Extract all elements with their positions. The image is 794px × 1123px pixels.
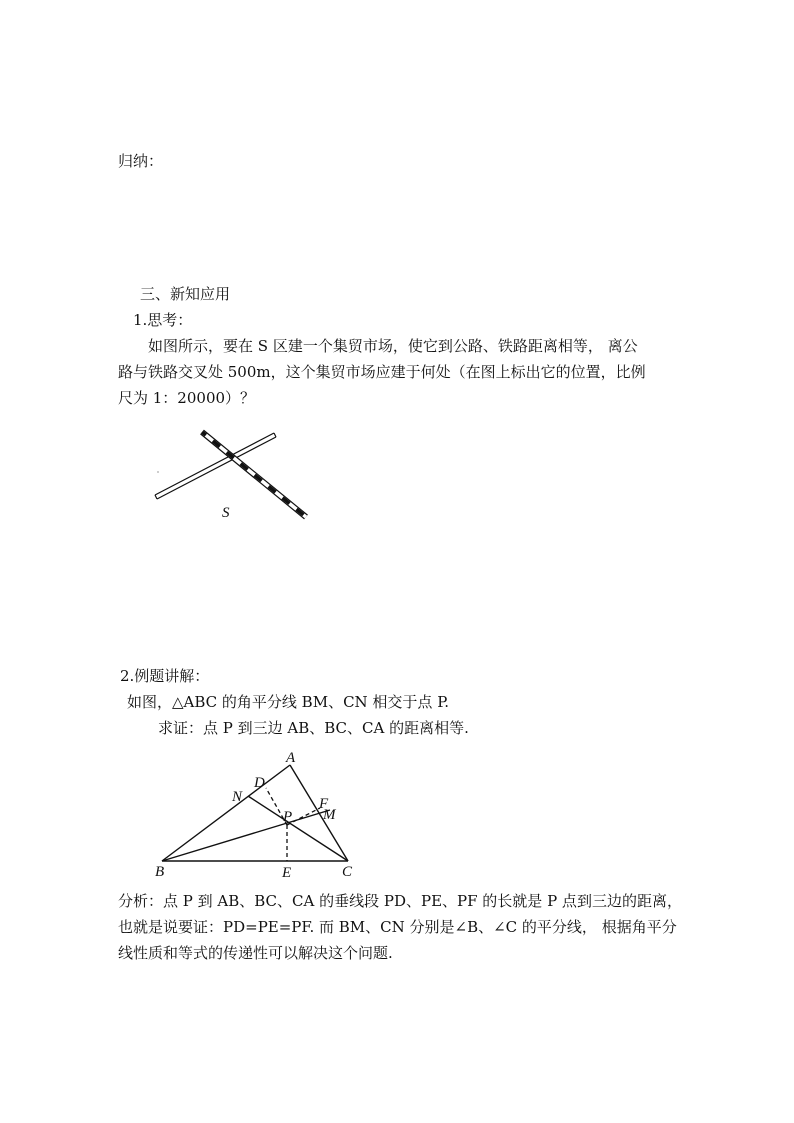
example-heading: 2.例题讲解： — [120, 667, 210, 685]
summary-label: 归纳： — [118, 152, 164, 170]
example-prove: 求证：点 P 到三边 AB、BC、CA 的距离相等. — [158, 719, 469, 737]
think-line-3: 尺为 1：20000）？ — [118, 389, 256, 407]
label-e: E — [282, 865, 292, 880]
label-d: D — [254, 775, 265, 791]
analysis-line-2: 也就是说要证：PD=PE=PF. 而 BM、CN 分别是∠B、∠C 的平分线， 根据角平分 — [118, 918, 677, 936]
triangle-abc-diagram — [150, 748, 370, 880]
think-line-1: 如图所示，要在 S 区建一个集贸市场，使它到公路、铁路距离相等， 离公 — [148, 337, 638, 355]
label-a: A — [286, 750, 296, 766]
s-area-label: S — [222, 505, 230, 521]
label-m: M — [323, 807, 336, 823]
analysis-line-3: 线性质和等式的传递性可以解决这个问题. — [118, 944, 393, 962]
label-n: N — [232, 789, 243, 805]
stray-dot — [157, 471, 158, 472]
label-p: P — [283, 809, 293, 825]
label-f: F — [319, 796, 329, 812]
think-heading: 1.思考： — [133, 311, 193, 329]
bisector-bm — [162, 810, 330, 861]
example-statement: 如图，△ABC 的角平分线 BM、CN 相交于点 P. — [127, 693, 450, 711]
bisector-cn — [248, 796, 348, 861]
label-c: C — [342, 864, 353, 880]
analysis-line-1: 分析：点 P 到 AB、BC、CA 的垂线段 PD、PE、PF 的长就是 P 点到三边的距离， — [118, 892, 682, 910]
think-line-2: 路与铁路交叉处 500m，这个集贸市场应建于何处（在图上标出它的位置，比例 — [118, 363, 646, 381]
section-title: 三、新知应用 — [140, 285, 231, 303]
railway — [202, 432, 306, 517]
label-b: B — [155, 864, 165, 880]
road-railway-diagram — [140, 420, 330, 530]
